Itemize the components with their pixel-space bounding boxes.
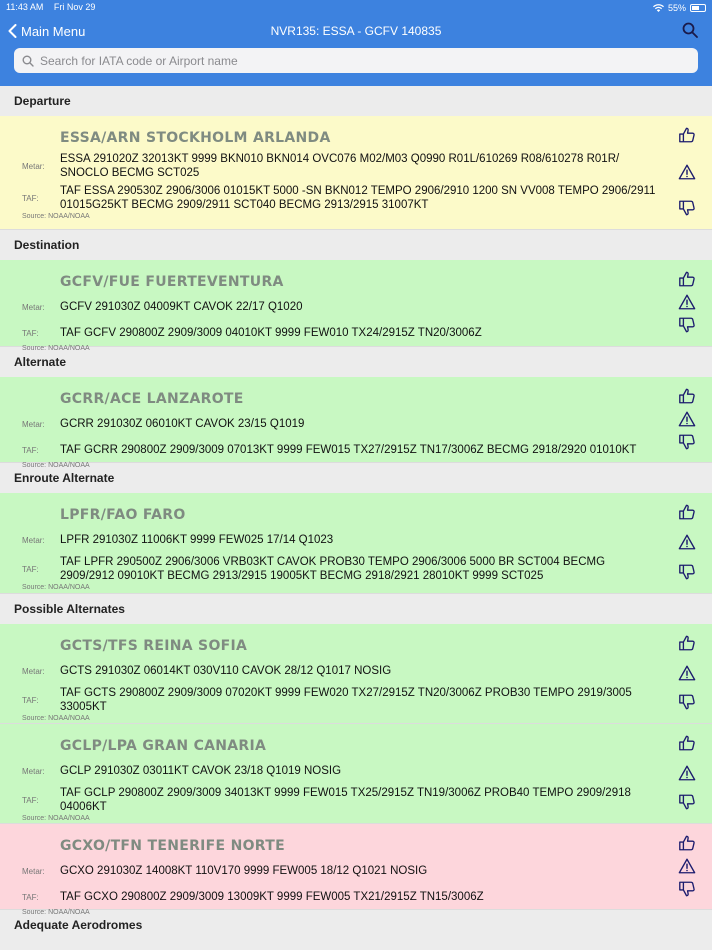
metar-row (0, 660, 660, 682)
metar-text: GCXO 291030Z 14008KT 110V170 9999 FEW005 18/12 Q1021 NOSIG (60, 865, 428, 877)
chevron-left-icon (8, 24, 17, 38)
airport-list (0, 86, 712, 940)
section-title: Destination (14, 238, 80, 252)
metar-label: Metar: (22, 419, 45, 429)
metar-text: GCRR 291030Z 06010KT CAVOK 23/15 Q1019 (60, 418, 305, 430)
like-button[interactable] (676, 632, 698, 654)
section-title: Enroute Alternate (14, 471, 115, 485)
thumbs-up-icon (678, 834, 696, 852)
airport-name: LPFR/FAO FARO (60, 507, 186, 523)
airport-card (0, 724, 712, 824)
search-icon (682, 22, 698, 38)
thumbs-up-icon (678, 126, 696, 144)
thumbs-up-icon (678, 503, 696, 521)
like-button[interactable] (676, 268, 698, 289)
battery-icon (690, 4, 706, 12)
warning-triangle-icon (678, 533, 696, 551)
taf-row (0, 786, 660, 814)
card-actions (676, 632, 698, 713)
card-actions (676, 832, 698, 899)
section-header (0, 86, 712, 116)
warning-triangle-icon (678, 764, 696, 782)
taf-label: TAF: (22, 564, 39, 574)
card-actions (676, 385, 698, 452)
taf-row (0, 555, 660, 583)
section-title: Alternate (14, 355, 67, 369)
warning-triangle-icon (678, 664, 696, 682)
nav-bar (0, 14, 712, 48)
dislike-button[interactable] (676, 791, 698, 813)
thumbs-down-icon (678, 199, 696, 217)
warning-triangle-icon (678, 163, 696, 181)
section-title: Adequate Aerodromes (14, 918, 143, 932)
thumbs-down-icon (678, 693, 696, 711)
metar-row (0, 860, 660, 882)
taf-text: TAF GCTS 290800Z 2909/3009 07020KT 9999 FEW020 TX27/2915Z TN20/3006Z PROB30 TEMPO 2919/3005 33005KT (60, 687, 632, 713)
like-button[interactable] (676, 832, 698, 853)
warning-button[interactable] (676, 291, 698, 312)
airport-card (0, 624, 712, 724)
warning-button[interactable] (676, 408, 698, 429)
source-text: Source: NOAA/NOAA (22, 345, 90, 352)
metar-text: LPFR 291030Z 11006KT 9999 FEW025 17/14 Q1023 (60, 534, 334, 546)
metar-label: Metar: (22, 302, 45, 312)
back-button[interactable] (8, 24, 85, 39)
airport-card (0, 377, 712, 469)
taf-text: TAF LPFR 290500Z 2906/3006 VRB03KT CAVOK PROB30 TEMPO 2906/3006 5000 BR SCT004 BECMG 2909/2912 09010KT BECMG 2913/2915 19005KT BECMG 2918/2921 28010KT 9999 SCT025 (60, 556, 606, 582)
thumbs-down-icon (678, 880, 696, 898)
metar-row (0, 529, 660, 551)
taf-text: TAF GCLP 290800Z 2909/3009 34013KT 9999 FEW015 TX25/2915Z TN19/3006Z PROB40 TEMPO 2909/2918 04006KT (60, 787, 631, 813)
status-date: Fri Nov 29 (53, 2, 96, 12)
taf-label: TAF: (22, 695, 39, 705)
like-button[interactable] (676, 385, 698, 406)
warning-button[interactable] (676, 531, 698, 553)
taf-text: TAF GCXO 290800Z 2909/3009 13009KT 9999 FEW005 TX21/2915Z TN15/3006Z (60, 891, 484, 903)
airport-card (0, 493, 712, 594)
dislike-button[interactable] (676, 561, 698, 583)
search-button[interactable] (682, 22, 698, 43)
thumbs-up-icon (678, 270, 696, 288)
like-button[interactable] (676, 124, 698, 146)
page-title: NVR135: ESSA - GCFV 140835 (270, 24, 442, 38)
thumbs-up-icon (678, 634, 696, 652)
card-actions (676, 732, 698, 813)
wifi-icon (653, 4, 664, 12)
airport-card (0, 260, 712, 352)
warning-triangle-icon (678, 410, 696, 428)
thumbs-down-icon (678, 563, 696, 581)
thumbs-down-icon (678, 793, 696, 811)
card-actions (676, 501, 698, 583)
warning-button[interactable] (676, 762, 698, 784)
app-header (0, 0, 712, 86)
metar-text: GCLP 291030Z 03011KT CAVOK 23/18 Q1019 NOSIG (60, 765, 342, 777)
airport-card (0, 116, 712, 230)
taf-row (0, 439, 660, 461)
card-actions (676, 124, 698, 219)
status-bar (0, 0, 712, 14)
metar-label: Metar: (22, 766, 45, 776)
airport-name: GCLP/LPA GRAN CANARIA (60, 738, 267, 754)
back-label: Main Menu (21, 23, 86, 39)
taf-label: TAF: (22, 892, 39, 902)
dislike-button[interactable] (676, 197, 698, 219)
metar-label: Metar: (22, 535, 45, 545)
taf-text: TAF ESSA 290530Z 2906/3006 01015KT 5000 -SN BKN012 TEMPO 2906/2910 1200 SN VV008 TEMPO 2906/2911 01015G25KT BECMG 2909/2911 SCT040 BECMG 2913/2915 31007KT (60, 185, 656, 211)
source-text: Source: NOAA/NOAA (22, 462, 90, 469)
airport-card (0, 824, 712, 916)
metar-row (0, 152, 660, 180)
airport-name: GCXO/TFN TENERIFE NORTE (60, 838, 285, 854)
source-text: Source: NOAA/NOAA (22, 715, 90, 722)
source-text: Source: NOAA/NOAA (22, 815, 90, 822)
section-title: Possible Alternates (14, 602, 125, 616)
section-title: Departure (14, 94, 71, 108)
thumbs-up-icon (678, 734, 696, 752)
taf-row (0, 686, 660, 714)
taf-label: TAF: (22, 193, 39, 203)
taf-text: TAF GCRR 290800Z 2909/3009 07013KT 9999 FEW015 TX27/2915Z TN17/3006Z BECMG 2918/2920 01010KT (60, 444, 637, 456)
metar-row (0, 760, 660, 782)
taf-text: TAF GCFV 290800Z 2909/3009 04010KT 9999 FEW010 TX24/2915Z TN20/3006Z (60, 327, 482, 339)
metar-label: Metar: (22, 161, 45, 171)
status-time: 11:43 AM (6, 2, 44, 12)
thumbs-up-icon (678, 387, 696, 405)
taf-label: TAF: (22, 795, 39, 805)
warning-button[interactable] (676, 662, 698, 684)
metar-text: GCFV 291030Z 04009KT CAVOK 22/17 Q1020 (60, 301, 303, 313)
like-button[interactable] (676, 732, 698, 754)
source-text: Source: NOAA/NOAA (22, 584, 90, 591)
thumbs-down-icon (678, 316, 696, 334)
warning-triangle-icon (678, 857, 696, 875)
taf-label: TAF: (22, 328, 39, 338)
airport-name: ESSA/ARN STOCKHOLM ARLANDA (60, 130, 331, 146)
warning-button[interactable] (676, 855, 698, 876)
metar-label: Metar: (22, 866, 45, 876)
dislike-button[interactable] (676, 691, 698, 713)
battery-percent: 55% (667, 3, 686, 13)
search-input[interactable] (40, 54, 690, 68)
dislike-button[interactable] (676, 315, 698, 336)
metar-text: GCTS 291030Z 06014KT 030V110 CAVOK 28/12 Q1017 NOSIG (60, 665, 392, 677)
airport-name: GCTS/TFS REINA SOFIA (60, 638, 248, 654)
metar-label: Metar: (22, 666, 45, 676)
airport-name: GCRR/ACE LANZAROTE (60, 391, 244, 407)
taf-label: TAF: (22, 445, 39, 455)
card-actions (676, 268, 698, 336)
dislike-button[interactable] (676, 878, 698, 899)
metar-row (0, 296, 660, 318)
taf-row (0, 886, 660, 908)
like-button[interactable] (676, 501, 698, 523)
metar-row (0, 413, 660, 435)
search-bar (14, 48, 698, 73)
warning-triangle-icon (678, 293, 696, 311)
airport-name: GCFV/FUE FUERTEVENTURA (60, 274, 284, 290)
dislike-button[interactable] (676, 431, 698, 452)
search-icon (22, 55, 34, 67)
thumbs-down-icon (678, 433, 696, 451)
source-text: Source: NOAA/NOAA (22, 909, 90, 916)
taf-row (0, 322, 660, 344)
section-header (0, 594, 712, 624)
metar-text: ESSA 291020Z 32013KT 9999 BKN010 BKN014 OVC076 M02/M03 Q0990 R01L/610269 R08/610278 R01R/ SNOCLO BECMG SCT025 (60, 153, 620, 179)
taf-row (0, 184, 660, 212)
section-header (0, 230, 712, 260)
warning-button[interactable] (676, 161, 698, 183)
source-text: Source: NOAA/NOAA (22, 213, 90, 220)
